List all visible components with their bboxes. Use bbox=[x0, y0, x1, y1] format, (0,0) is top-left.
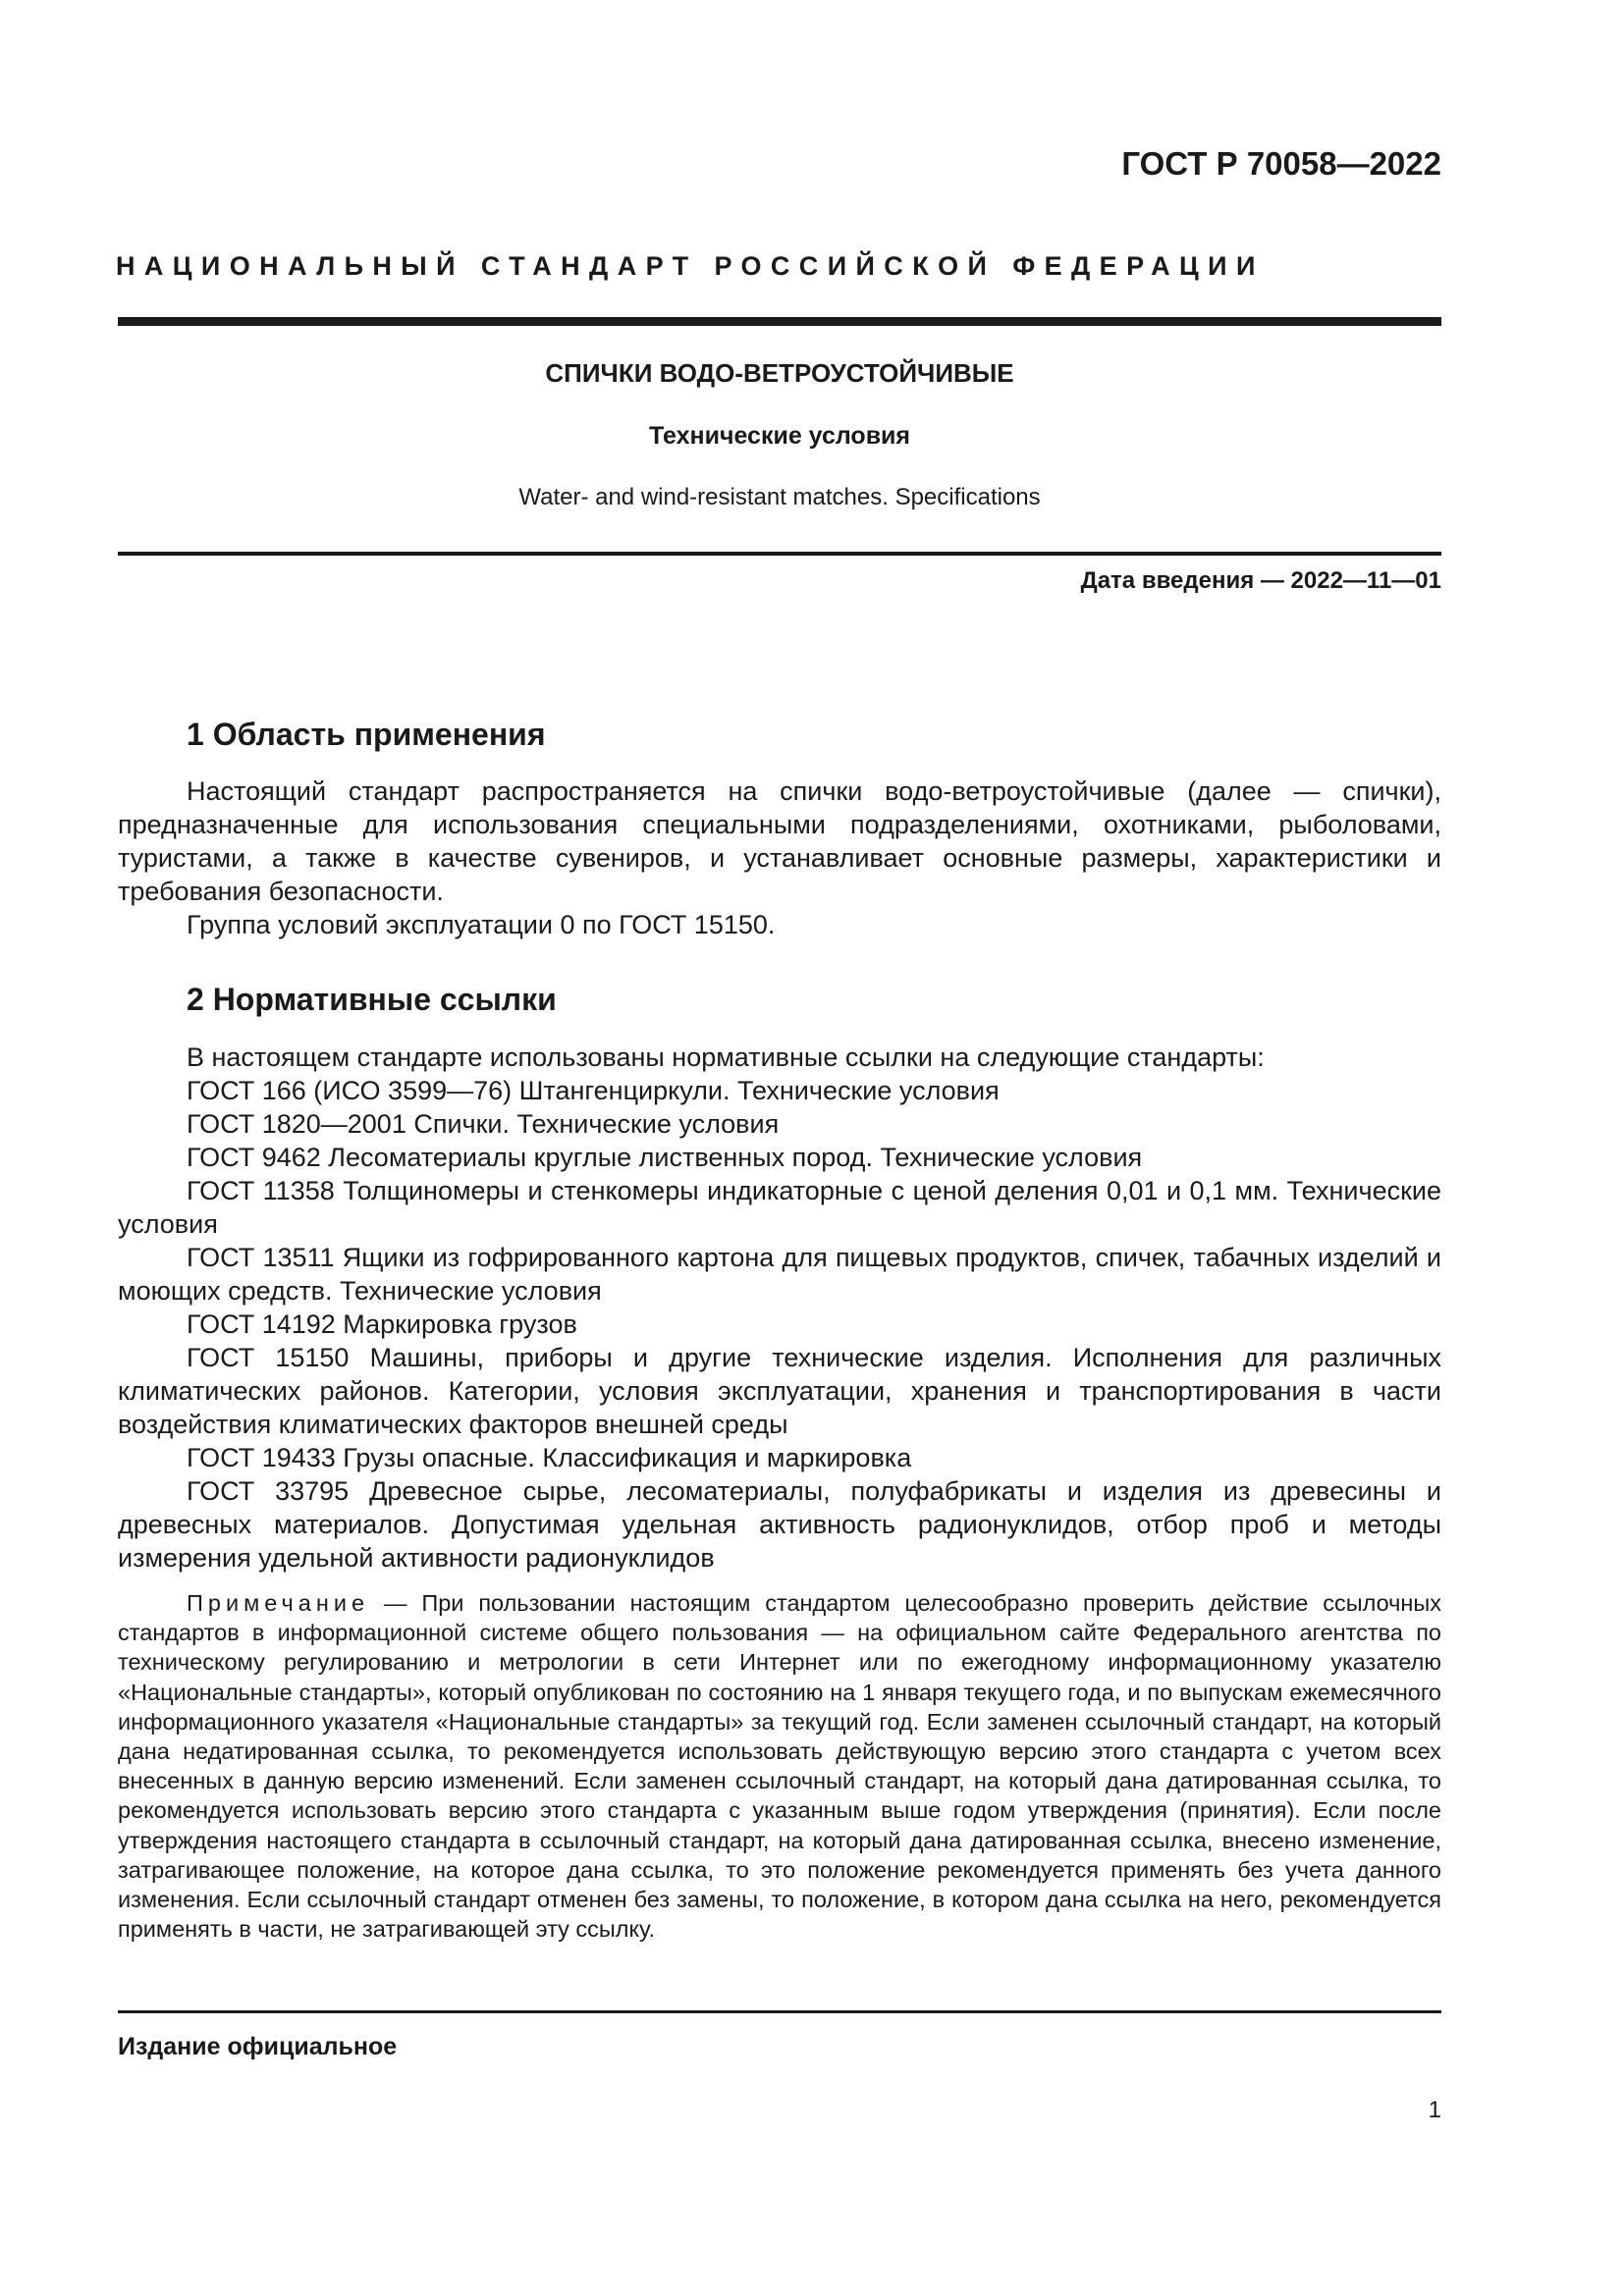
note-paragraph bbox=[118, 1588, 1441, 1944]
reference-text: ГОСТ 15150 Машины, приборы и другие технические изделия. Исполнения для различных климатических районов. Категории, условия эксплуатации, хранения и транспортирования в части воздействия климатических факторов внешней среды bbox=[118, 1343, 1441, 1439]
reference-item bbox=[118, 1107, 1441, 1141]
gost-number: ГОСТ Р 70058—2022 bbox=[1121, 145, 1441, 182]
reference-item bbox=[118, 1474, 1441, 1575]
section-2-intro-text: В настоящем стандарте использованы нормативные ссылки на следующие стандарты: bbox=[187, 1042, 1265, 1072]
document-title: СПИЧКИ ВОДО-ВЕТРОУСТОЙЧИВЫЕ bbox=[545, 358, 1014, 388]
section-1-paragraph-2-text: Группа условий эксплуатации 0 по ГОСТ 15150. bbox=[187, 910, 776, 939]
introduction-date: Дата введения — 2022—11—01 bbox=[1080, 567, 1441, 594]
national-standard-heading: НАЦИОНАЛЬНЫЙ СТАНДАРТ РОССИЙСКОЙ ФЕДЕРАЦИИ bbox=[116, 251, 1265, 281]
reference-text: ГОСТ 166 (ИСО 3599—76) Штангенциркули. Технические условия bbox=[187, 1076, 1000, 1105]
reference-item bbox=[118, 1074, 1441, 1107]
reference-text: ГОСТ 13511 Ящики из гофрированного картона для пищевых продуктов, спичек, табачных изделий и моющих средств. Технические условия bbox=[118, 1243, 1441, 1306]
note-label: Примечание bbox=[187, 1590, 370, 1616]
section-2-intro bbox=[118, 1041, 1441, 1074]
reference-item bbox=[118, 1174, 1441, 1241]
reference-item bbox=[118, 1308, 1441, 1341]
reference-item bbox=[118, 1441, 1441, 1474]
section-1-paragraph-2 bbox=[118, 908, 1441, 941]
reference-text: ГОСТ 1820—2001 Спички. Технические условия bbox=[187, 1109, 780, 1139]
footer-divider bbox=[118, 2010, 1441, 2013]
reference-item bbox=[118, 1141, 1441, 1174]
page-number: 1 bbox=[1428, 2097, 1441, 2123]
reference-text: ГОСТ 9462 Лесоматериалы круглые лиственных пород. Технические условия bbox=[187, 1143, 1143, 1172]
document-subtitle: Технические условия bbox=[648, 422, 911, 450]
reference-text: ГОСТ 11358 Толщиномеры и стенкомеры индикаторные с ценой деления 0,01 и 0,1 мм. Технические условия bbox=[118, 1176, 1441, 1239]
reference-item bbox=[118, 1241, 1441, 1308]
note-text: — При пользовании настоящим стандартом целесообразно проверить действие ссылочных стандартов в информационной системе общего пользования — на официальном сайте Федерального агентства по техническому регулированию и метрологии в сети Интернет или по ежегодному информационному указателю «Национальные стандарты», который опубликован по состоянию на 1 января текущего года, и по выпускам ежемесячного информационного указателя «Национальные стандарты» за текущий год. Если заменен ссылочный стандарт, на который дана недатированная ссылка, то рекомендуется использовать действующую версию этого стандарта с учетом всех внесенных в данную версию изменений. Если заменен ссылочный стандарт, на который дана датированная ссылка, то рекомендуется использовать версию этого стандарта с указанным выше годом утверждения (принятия). Если после утверждения настоящего стандарта в ссылочный стандарт, на который дана датированная ссылка, внесено изменение, затрагивающее положение, на которое дана ссылка, то это положение рекомендуется применять без учета данного изменения. Если ссылочный стандарт отменен без замены, то положение, в котором дана ссылка на него, рекомендуется применять в части, не затрагивающей эту ссылку. bbox=[118, 1590, 1441, 1943]
reference-item bbox=[118, 1341, 1441, 1441]
section-1-title: 1 Область применения bbox=[187, 717, 546, 752]
official-edition-label: Издание официальное bbox=[118, 2033, 398, 2060]
reference-text: ГОСТ 19433 Грузы опасные. Классификация и маркировка bbox=[187, 1443, 912, 1472]
section-1-paragraph-1-text: Настоящий стандарт распространяется на спички водо-ветроустойчивые (далее — спички), предназначенные для использования специальными подразделениями, охотниками, рыболовами, туристами, а также в качестве сувениров, и устанавливает основные размеры, характеристики и требования безопасности. bbox=[118, 776, 1441, 906]
english-title: Water- and wind-resistant matches. Specifications bbox=[518, 484, 1041, 510]
reference-text: ГОСТ 14192 Маркировка грузов bbox=[187, 1309, 577, 1339]
reference-text: ГОСТ 33795 Древесное сырье, лесоматериалы, полуфабрикаты и изделия из древесины и древесных материалов. Допустимая удельная активность радионуклидов, отбор проб и методы измерения удельной активности радионуклидов bbox=[118, 1476, 1441, 1573]
section-1-paragraph-1 bbox=[118, 774, 1441, 908]
header-divider bbox=[118, 317, 1441, 326]
section-2-title: 2 Нормативные ссылки bbox=[187, 982, 557, 1017]
title-divider bbox=[118, 552, 1441, 556]
